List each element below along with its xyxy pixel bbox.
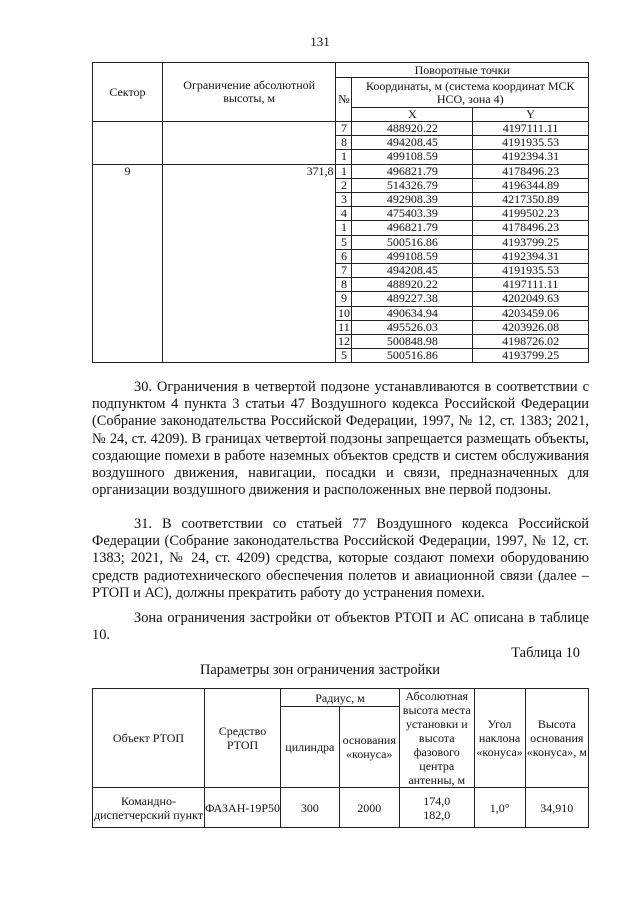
header-cone-base: основания «конуса» [339, 707, 399, 788]
cell-base-height: 34,910 [525, 788, 588, 828]
cell-x: 488920.22 [352, 122, 473, 136]
cell-x: 488920.22 [352, 278, 473, 292]
cell-y: 4197111.11 [473, 122, 589, 136]
cell-sector [93, 136, 163, 150]
cell-y: 4197111.11 [473, 278, 589, 292]
table-10-caption: Параметры зон ограничения застройки [200, 662, 440, 678]
cell-num: 3 [336, 193, 352, 207]
cell-num: 7 [336, 264, 352, 278]
cell-y: 4178496.23 [473, 164, 589, 178]
cell-y: 4217350.89 [473, 193, 589, 207]
cell-height: 371,8 [162, 164, 336, 363]
cell-num: 5 [336, 349, 352, 363]
header-limit: Ограничение абсолютной высоты, м [162, 63, 336, 122]
cell-num: 1 [336, 221, 352, 235]
cell-device: ФАЗАН-19Р50 [204, 788, 280, 828]
cell-num: 11 [336, 320, 352, 334]
cell-y: 4192394.31 [473, 249, 589, 263]
cell-abs-height [399, 788, 474, 828]
cell-num: 4 [336, 207, 352, 221]
header-num: № [336, 78, 352, 122]
cell-x: 499108.59 [352, 150, 473, 164]
cell-x: 496821.79 [352, 164, 473, 178]
cell-sector [93, 150, 163, 164]
cell-x: 500516.86 [352, 349, 473, 363]
cell-y: 4178496.23 [473, 221, 589, 235]
cell-sector: 9 [93, 164, 163, 363]
coordinates-body [93, 122, 589, 363]
cell-num: 1 [336, 164, 352, 178]
cell-x: 475403.39 [352, 207, 473, 221]
cell-num: 10 [337, 305, 350, 320]
cell-cylinder: 300 [281, 788, 340, 828]
coordinates-table [92, 62, 589, 363]
cell-x: 490634.94 [352, 306, 473, 320]
cell-num: 5 [336, 235, 352, 249]
page-number: 131 [310, 34, 330, 49]
table-row [93, 150, 589, 164]
cell-cone-base: 2000 [339, 788, 399, 828]
table-row [93, 122, 589, 136]
paragraph-zone [92, 610, 589, 644]
cell-abs-height-1: 174,0 [423, 793, 451, 808]
paragraph-zone-text: Зона ограничения застройки от объектов РТОП и АС описана в таблице 10. [92, 610, 589, 644]
cell-y: 4202049.63 [473, 292, 589, 306]
cell-y: 4198726.02 [473, 335, 589, 349]
cell-num: 8 [336, 136, 352, 150]
cell-num: 12 [337, 334, 350, 349]
header-base-height: Высота основания «конуса», м [525, 689, 588, 788]
cell-y: 4192394.31 [473, 150, 589, 164]
paragraph-31 [92, 516, 589, 602]
cell-y: 4203459.06 [473, 306, 589, 320]
table-row [93, 136, 589, 150]
cell-y: 4193799.25 [473, 235, 589, 249]
cell-y: 4193799.25 [473, 349, 589, 363]
cell-num: 2 [336, 178, 352, 192]
header-turning-points: Поворотные точки [336, 63, 589, 78]
cell-y: 4191935.53 [473, 136, 589, 150]
table-row [93, 164, 589, 178]
paragraph-31-text: 31. В соответствии со статьей 77 Воздушного кодекса Российской Федерации (Собрание законодательства Российской Федерации, 1997, № 12, ст. 1383; 2021, № 24, ст. 4209) средства, которые создают помехи оборудованию средств радиотехнического обеспечения полетов и авиационной связи (далее – РТОП и АС), должны прекратить работу до устранения помехи. [92, 516, 589, 601]
cell-height [162, 136, 336, 150]
header-abs-height: Абсолютная высота места установки и высота фазового центра антенны, м [399, 689, 474, 788]
cell-x: 494208.45 [352, 264, 473, 278]
header-coords: Координаты, м (система координат МСК НСО, зона 4) [352, 78, 589, 108]
table-row [93, 788, 589, 828]
cell-num: 1 [336, 150, 352, 164]
cell-angle: 1,0° [474, 788, 525, 828]
cell-abs-height-2: 182,0 [423, 807, 451, 822]
cell-object: Командно-диспетчерский пункт [93, 788, 205, 828]
table-10-label: Таблица 10 [511, 645, 580, 661]
cell-x: 492908.39 [352, 193, 473, 207]
paragraph-30-text: 30. Ограничения в четвертой подзоне устанавливаются в соответствии с подпунктом 4 пункта 3 статьи 47 Воздушного кодекса Российской Федерации (Собрание законодательства Российской Федерации, 1997, № 12, ст. 1383; 2021, № 24, ст. 4209). В границах четвертой подзоны запрещается размещать объекты, создающие помехи в работе наземных объектов средств и систем обслуживания воздушного движения, навигации, посадки и связи, предназначенных для организации воздушного движения и расположенных вне первой подзоны. [92, 379, 589, 499]
cell-x: 514326.79 [352, 178, 473, 192]
cell-x: 499108.59 [352, 249, 473, 263]
header-y: Y [473, 108, 589, 122]
cell-x: 495526.03 [352, 320, 473, 334]
header-angle: Угол наклона «конуса» [474, 689, 525, 788]
cell-y: 4203926.08 [473, 320, 589, 334]
cell-sector [93, 122, 163, 136]
header-x: X [352, 108, 473, 122]
cell-height [162, 150, 336, 164]
cell-x: 494208.45 [352, 136, 473, 150]
cell-num: 7 [336, 122, 352, 136]
header-cylinder: цилиндра [281, 707, 340, 788]
cell-num: 8 [336, 278, 352, 292]
cell-num: 9 [336, 292, 352, 306]
paragraph-30 [92, 379, 589, 499]
header-object: Объект РТОП [93, 689, 205, 788]
cell-y: 4199502.23 [473, 207, 589, 221]
cell-x: 496821.79 [352, 221, 473, 235]
header-sector: Сектор [93, 63, 163, 122]
cell-x: 489227.38 [352, 292, 473, 306]
parameters-table [92, 688, 589, 828]
cell-x: 500516.86 [352, 235, 473, 249]
header-radius: Радиус, м [281, 689, 400, 707]
cell-y: 4196344.89 [473, 178, 589, 192]
header-device: Средство РТОП [204, 689, 280, 788]
cell-y: 4191935.53 [473, 264, 589, 278]
cell-num: 6 [336, 249, 352, 263]
cell-height [162, 122, 336, 136]
cell-x: 500848.98 [352, 335, 473, 349]
